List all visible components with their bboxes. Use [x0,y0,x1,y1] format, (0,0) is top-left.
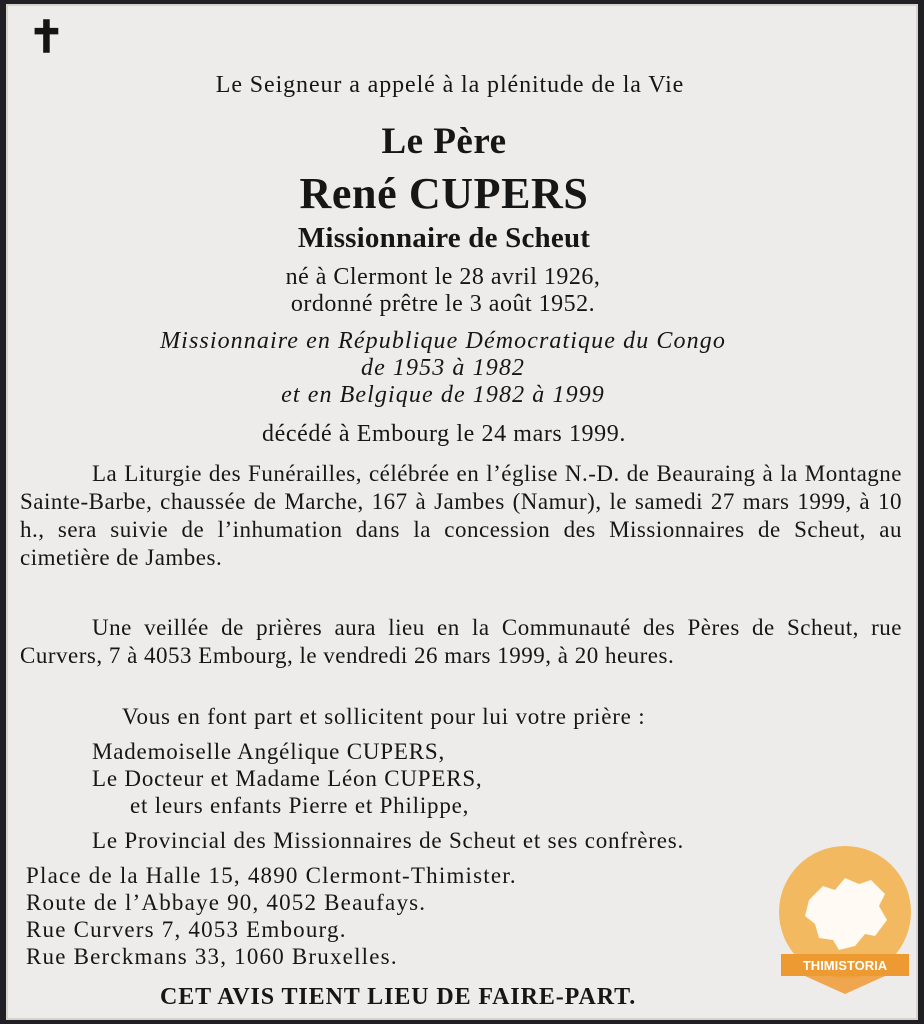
intro-line: Le Seigneur a appelé à la plénitude de la Vie [215,72,685,98]
family-member: Le Docteur et Madame Léon CUPERS, [92,766,483,791]
mission-line-3: et en Belgique de 1982 à 1999 [281,382,605,408]
vigil-paragraph [20,614,902,670]
banner-chevron-icon [805,976,885,994]
mission-line-1: Missionnaire en République Démocratique du Congo [160,328,726,354]
funeral-paragraph [20,460,902,572]
watermark-label: THIMISTORIA [802,958,888,973]
address-line: Place de la Halle 15, 4890 Clermont-Thimister. [26,863,517,888]
funeral-text: La Liturgie des Funérailles, célébrée en l’église N.-D. de Beauraing à la Montagne Sainte-Barbe, chaussée de Marche, 167 à Jambes (Namur), le samedi 27 mars 1999, à 10 h., sera suivie de l’inhumation dans la concession des Missionnaires de Scheut, au cimetière de Jambes. [20,461,902,570]
family-member: et leurs enfants Pierre et Philippe, [130,793,470,818]
family-member: Mademoiselle Angélique CUPERS, [92,739,446,764]
address-line: Route de l’Abbaye 90, 4052 Beaufays. [26,890,427,915]
announce-line: Vous en font part et sollicitent pour lui votre prière : [122,704,646,729]
cross-icon: ✝ [28,12,65,63]
birth-line: né à Clermont le 28 avril 1926, [285,264,601,290]
thimistoria-watermark-logo [775,842,915,1014]
death-line: décédé à Embourg le 24 mars 1999. [262,421,626,447]
deceased-role: Missionnaire de Scheut [297,222,591,254]
mission-line-2: de 1953 à 1982 [360,355,526,381]
title-line: Le Père [381,121,507,162]
deceased-name: René CUPERS [299,169,589,218]
ordination-line: ordonné prêtre le 3 août 1952. [290,291,596,317]
vigil-text: Une veillée de prières aura lieu en la Communauté des Pères de Scheut, rue Curvers, 7 à 4053 Embourg, le vendredi 26 mars 1999, à 20 heures. [20,615,902,668]
address-line: Rue Berckmans 33, 1060 Bruxelles. [26,944,398,969]
provincial-line: Le Provincial des Missionnaires de Scheut et ses confrères. [92,828,685,853]
address-line: Rue Curvers 7, 4053 Embourg. [26,917,347,942]
footer-line: CET AVIS TIENT LIEU DE FAIRE-PART. [160,984,637,1010]
